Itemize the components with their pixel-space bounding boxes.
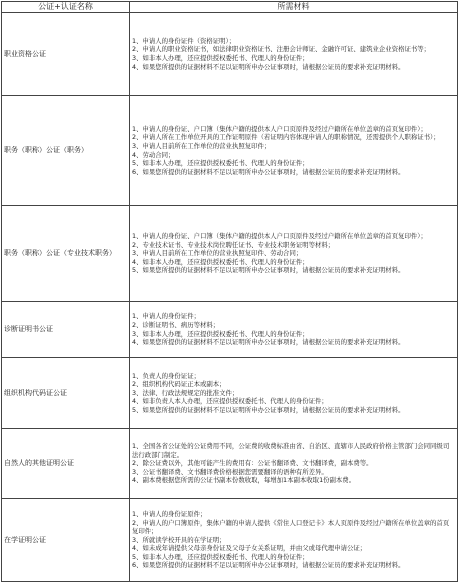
row-name: 在学证明公证 (2, 499, 130, 582)
row-name: 职务（职称）公证（职务） (2, 96, 130, 206)
material-line: 6、如果您所提供的证据材料不足以证明所申办公证事项时，请根据公证员的要求补充证明材料。 (132, 561, 405, 570)
table-row (2, 206, 458, 302)
row-name: 职业资格公证 (2, 13, 130, 96)
material-line: 4、如果您所提供的证据材料不足以证明所申办公证事项时，请根据公证员的要求补充证明材料。 (132, 62, 405, 71)
material-line: 1、申请人的身份证、户口簿（集体户籍的提供本人户口页原件及经过户籍所在单位盖章的首页复印件）； (132, 124, 427, 133)
material-line: 2、除公证费以外，其他可能产生的费用有：公证书翻译费、文书翻译费，副本费等。 (132, 459, 373, 468)
material-line: 3、申请人目前所在工作单位的营业执照复印件、劳动合同； (132, 249, 303, 258)
material-line: 4、如非负责人本人办理，还应提供授权委托书、代理人的身份证件； (132, 397, 328, 406)
material-line: 2、组织机构代码证正本或副本； (132, 380, 226, 389)
material-line: 1、申请人的身份证原件； (132, 509, 207, 518)
material-line: 2、专业技术证书、专业技术岗位聘任证书、专业技术职务证明等材料； (132, 240, 335, 249)
material-line: 4、劳动合同； (132, 150, 175, 159)
row-name: 组织机构代码证公证 (2, 358, 130, 429)
material-line: 4、如非本人办理，还应提供授权委托书、代理人的身份证件； (132, 257, 309, 266)
row-materials (130, 358, 458, 429)
table-row (2, 96, 458, 206)
row-materials (130, 96, 458, 206)
material-line: 1、申请人的身份证、户口簿（集体户籍的提供本人户口页原件及经过户籍所在单位盖章的首页复印件）； (132, 232, 427, 241)
material-line: 3、公证书翻译费、文书翻译费价格根据您需要翻译的语种有所差异。 (132, 467, 328, 476)
header-materials: 所需材料 (130, 2, 458, 13)
material-line: 5、如果您所提供的证据材料不足以证明所申办公证事项时，请根据公证员的要求补充证明材料。 (132, 266, 405, 275)
row-materials (130, 499, 458, 582)
material-line: 4、副本费根据您所需的公证书副本份数收取，每增加1本副本收取1份副本费。 (132, 476, 356, 485)
notarization-materials-table (1, 1, 458, 582)
material-line: 1、负责人的身份证证； (132, 371, 200, 380)
material-line: 1、申请人的身份证件（资格证明）； (132, 36, 236, 45)
table-row (2, 499, 458, 582)
material-line: 2、申请人的户口簿原件，集体户籍的申请人提供《常住人口登记卡》本人页原件及经过户籍所在单位盖章的首页复印件； (132, 518, 450, 536)
row-materials (130, 206, 458, 302)
material-line: 5、如果您所提供的证据材料不足以证明所申办公证事项时，请根据公证员的要求补充证明材料。 (132, 405, 405, 414)
row-materials (130, 302, 458, 358)
header-name: 公证+认证名称 (2, 2, 130, 13)
material-line: 5、如非本人办理，还应提供授权委托书、代理人的身份证件； (132, 159, 309, 168)
table-row (2, 429, 458, 499)
row-name: 职务（职称）公证（专业技术职务） (2, 206, 130, 302)
material-line: 4、如果您所提供的证据材料不足以证明所申办公证事项时，请根据公证员的要求补充证明材料。 (132, 338, 405, 347)
table-row (2, 13, 458, 96)
material-line: 5、如非本人办理，还应提供授权委托书、代理人的身份证件； (132, 552, 309, 561)
material-line: 3、如非本人办理，还应提供授权委托书、代理人的身份证件； (132, 329, 309, 338)
table-row (2, 358, 458, 429)
header-row (2, 2, 458, 13)
material-line: 1、申请人的身份证件； (132, 312, 200, 321)
material-line: 6、如果您所提供的证据材料不足以证明所申办公证事项时，请根据公证员的要求补充证明材料。 (132, 167, 405, 176)
material-line: 3、所就读学校开具的在学证明； (132, 535, 226, 544)
row-materials (130, 429, 458, 499)
material-line: 4、如未成年请提供父母亲身份证及父母子女关系证明，并由父或母代理申请公证； (132, 544, 367, 553)
material-line: 2、申请人所在工作单位开具的工作证明原件（若证明内容体现申请人的职称情况，还需提供个人职称证书）； (132, 133, 440, 142)
material-line: 1、全国各省公证处的公证费用不同，公证费的收费标准由省、自治区、直辖市人民政府价格主管部门会同同级司法行政部门制定。 (132, 442, 450, 459)
material-line: 3、法律、行政法规规定的批准文件； (132, 388, 239, 397)
row-name: 自然人的其他证明公证 (2, 429, 130, 499)
table-row (2, 302, 458, 358)
material-line: 3、申请人目前所在工作单位的营业执照复印件； (132, 141, 271, 150)
row-materials (130, 13, 458, 96)
row-name: 诊断证明书公证 (2, 302, 130, 358)
material-line: 3、如非本人办理，还应提供授权委托书、代理人的身份证件； (132, 54, 309, 62)
material-line: 2、申请人的职业资格证书，如法律职业资格证书、注册会计师证、金融许可证、建筑业企业资格证书等； (132, 45, 431, 54)
material-line: 2、诊断证明书、病历等材料； (132, 320, 220, 329)
